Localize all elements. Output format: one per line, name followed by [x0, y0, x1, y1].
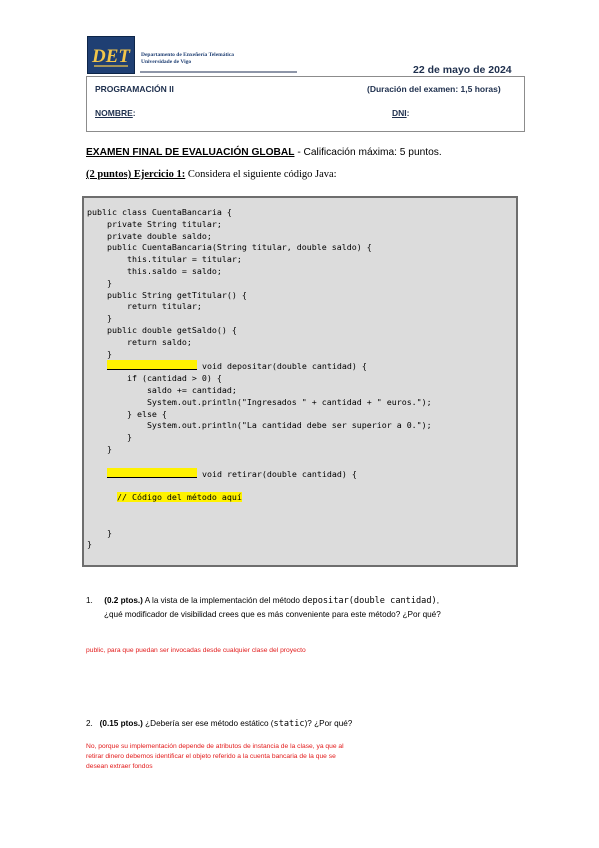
visibility-blank-depositar [107, 360, 197, 370]
exercise-text: Considera el siguiente código Java: [185, 169, 337, 180]
exam-date: 22 de mayo de 2024 [413, 64, 512, 76]
logo-graphic [88, 37, 134, 73]
question-2 [86, 717, 352, 731]
placeholder-comment: // Código del método aquí [116, 492, 242, 503]
header-rule [140, 71, 297, 73]
department-name [141, 52, 234, 66]
code-top-lines: public class CuentaBancaria { private String titular; private double saldo; public CuentaBancaria(String titular, double saldo) { this.titular = titular; this.saldo = saldo; } public String getTitular() { return titular; } public double getSaldo() { return saldo; } [87, 207, 372, 359]
depositar-signature: void depositar(double cantidad) { [196, 361, 367, 372]
university-logo [87, 36, 135, 74]
code-block [87, 207, 432, 551]
visibility-blank-retirar [107, 468, 197, 478]
close-class: } [87, 539, 92, 550]
question-1-points: (0.2 ptos.) [104, 596, 143, 605]
question-2-code: static [273, 719, 305, 729]
question-2-number: 2. [86, 719, 93, 728]
question-1-code: depositar(double cantidad) [302, 596, 437, 606]
question-2-points: (0.15 ptos.) [99, 719, 143, 728]
code-depositar-body: if (cantidad > 0) { saldo += cantidad; System.out.println("Ingresados " + cantidad + " euros."); } else { System.out.println("La cantidad debe ser superior a 0."); } } [106, 373, 432, 454]
dni-label: DNI [392, 108, 407, 118]
exam-title-main: EXAMEN FINAL DE EVALUACIÓN GLOBAL [86, 147, 295, 158]
answer-2-line: retirar dinero debemos identificar el objeto referido a la cuenta bancaria de la que se [86, 753, 336, 760]
department-line-1: Departamento de Enxeñería Telemática [141, 52, 235, 58]
answer-2-line: No, porque su implementación depende de atributos de instancia de la clase, ya que al [86, 743, 344, 750]
name-label: NOMBRE [95, 108, 133, 118]
department-line-2: Universidade de Vigo [141, 59, 192, 65]
question-1-text-a: A la vista de la implementación del método [142, 596, 303, 605]
question-2-text-a: ¿Debería ser ese método estático ( [142, 719, 274, 728]
dni-field [392, 108, 409, 118]
question-1-text-b: , [436, 596, 439, 605]
close-method: } [87, 527, 112, 538]
name-field [95, 108, 136, 118]
exam-duration: (Duración del examen: 1,5 horas) [367, 84, 501, 94]
question-1 [86, 594, 441, 621]
name-colon: : [132, 108, 136, 118]
code-listing [82, 196, 518, 567]
answer-1 [86, 646, 306, 656]
exercise-label: (2 puntos) Ejercicio 1: [86, 169, 186, 180]
question-1-number: 1. [86, 596, 93, 605]
question-1-line-2: ¿qué modificador de visibilidad crees que es más conveniente para este método? ¿Por qué? [104, 610, 441, 619]
exam-title [86, 147, 442, 158]
answer-2-line: desean extraer fondos [86, 763, 153, 770]
logo-letters: DET [92, 46, 130, 67]
course-name: PROGRAMACIÓN II [95, 84, 174, 94]
exercise-heading [86, 169, 337, 180]
retirar-signature: void retirar(double cantidad) { [196, 468, 357, 479]
question-2-text-b: )? ¿Por qué? [304, 719, 353, 728]
exam-info-box [86, 76, 525, 132]
exam-title-grade: - Calificación máxima: 5 puntos. [294, 147, 442, 158]
answer-1-line: public, para que puedan ser invocadas desde cualquier clase del proyecto [86, 647, 306, 654]
answer-2 [86, 742, 344, 772]
dni-colon: : [406, 108, 410, 118]
